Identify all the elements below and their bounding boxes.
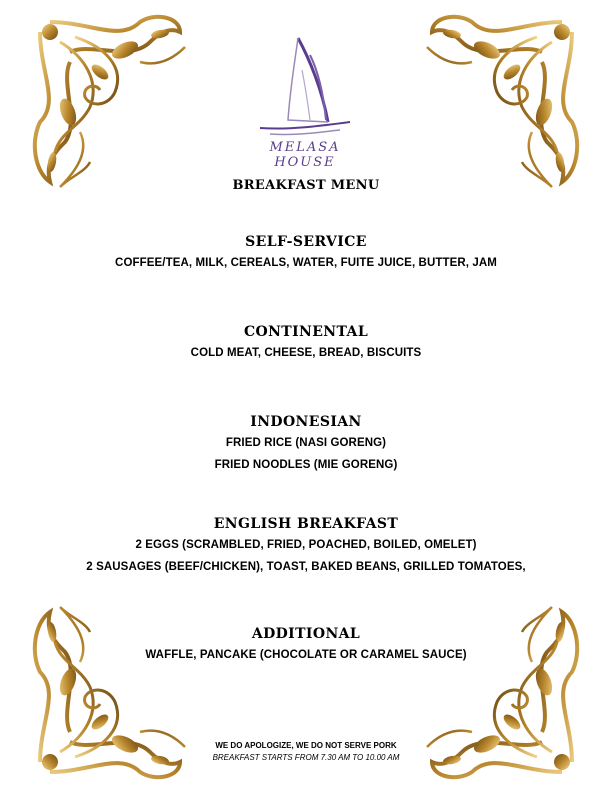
section-indonesian <box>0 412 612 476</box>
logo <box>240 30 370 170</box>
section-line: FRIED RICE (NASI GORENG) <box>225 437 387 449</box>
section-self-service <box>0 232 612 274</box>
section-line: 2 SAUSAGES (BEEF/CHICKEN), TOAST, BAKED BEANS, GRILLED TOMATOES, <box>86 561 526 573</box>
section-title: INDONESIAN <box>250 414 362 430</box>
sailboat-icon <box>250 30 360 140</box>
section-continental <box>0 322 612 364</box>
footer-hours: BREAKFAST STARTS FROM 7.30 AM TO 10.00 AM <box>212 753 400 762</box>
section-line: 2 EGGS (SCRAMBLED, FRIED, POACHED, BOILED, OMELET) <box>135 539 477 551</box>
section-line: WAFFLE, PANCAKE (CHOCOLATE OR CARAMEL SAUCE) <box>145 649 467 661</box>
footer <box>0 740 612 764</box>
section-title: SELF-SERVICE <box>245 234 367 250</box>
section-english-breakfast <box>0 514 612 578</box>
section-title: CONTINENTAL <box>243 324 369 340</box>
section-title: ADDITIONAL <box>251 626 361 642</box>
section-additional <box>0 624 612 666</box>
menu-title: BREAKFAST MENU <box>232 178 380 193</box>
footer-note: WE DO APOLOGIZE, WE DO NOT SERVE PORK <box>215 741 397 750</box>
section-line: COFFEE/TEA, MILK, CEREALS, WATER, FUITE JUICE, BUTTER, JAM <box>115 257 497 269</box>
section-line: FRIED NOODLES (MIE GORENG) <box>214 459 398 471</box>
logo-text: MELASA HOUSE <box>269 140 341 170</box>
section-line: COLD MEAT, CHEESE, BREAD, BISCUITS <box>190 347 422 359</box>
section-title: ENGLISH BREAKFAST <box>213 516 399 532</box>
